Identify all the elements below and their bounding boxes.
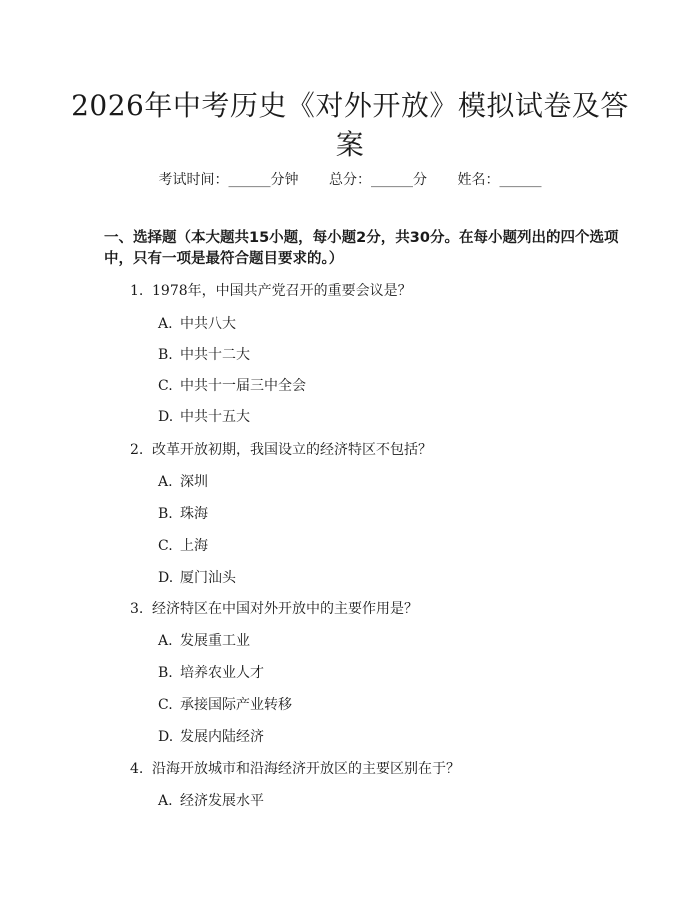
option-letter: C. [158,538,173,554]
question-text: 1978年，中国共产党召开的重要会议是？ [152,283,412,299]
option-letter: A. [158,793,173,809]
question-3-option-c [158,696,292,714]
section-heading: 一、选择题（本大题共15小题，每小题2分，共30分。在每小题列出的四个选项中，只有一项是最符合题目要求的。） [104,230,619,267]
option-text: 深圳 [180,474,208,490]
total-score-field: 总分：______分 [329,172,427,188]
option-letter: A. [158,633,173,649]
option-text: 厦门汕头 [180,570,236,586]
question-text: 沿海开放城市和沿海经济开放区的主要区别在于？ [152,761,460,777]
option-text: 承接国际产业转移 [180,697,292,713]
question-2-option-d [158,569,236,587]
question-number: 2. [130,442,144,458]
student-name-field: 姓名：______ [457,172,542,188]
option-letter: A. [158,316,173,332]
option-letter: B. [158,347,173,363]
option-letter: D. [158,570,174,586]
option-letter: B. [158,506,173,522]
question-3-option-d [158,728,264,746]
option-text: 中共十一届三中全会 [180,378,306,394]
question-4 [130,760,460,778]
page-title: 2026年中考历史《对外开放》模拟试卷及答案 [71,89,629,161]
question-text: 改革开放初期，我国设立的经济特区不包括？ [152,442,432,458]
option-letter: C. [158,378,173,394]
question-1 [130,282,412,300]
question-2-option-a [158,473,208,491]
question-1-option-d [158,408,250,426]
option-text: 中共八大 [180,316,236,332]
option-letter: C. [158,697,173,713]
option-text: 经济发展水平 [180,793,264,809]
option-text: 中共十二大 [180,347,250,363]
question-text: 经济特区在中国对外开放中的主要作用是？ [152,601,418,617]
question-4-option-a [158,792,264,810]
question-number: 1. [130,283,144,299]
question-3-option-b [158,664,264,682]
question-number: 3. [130,601,144,617]
option-text: 上海 [180,538,208,554]
option-text: 发展重工业 [180,633,250,649]
question-3 [130,600,418,618]
option-letter: B. [158,665,173,681]
option-text: 中共十五大 [180,409,250,425]
option-letter: D. [158,409,174,425]
question-1-option-a [158,315,236,333]
option-letter: D. [158,729,174,745]
question-number: 4. [130,761,144,777]
question-2 [130,441,432,459]
question-3-option-a [158,632,250,650]
question-2-option-c [158,537,208,555]
question-2-option-b [158,505,208,523]
option-text: 珠海 [180,506,208,522]
option-text: 培养农业人才 [180,665,264,681]
option-letter: A. [158,474,173,490]
exam-info-line [0,169,700,189]
question-1-option-c [158,377,306,395]
question-1-option-b [158,346,250,364]
exam-time-field: 考试时间：______分钟 [158,172,299,188]
option-text: 发展内陆经济 [180,729,264,745]
